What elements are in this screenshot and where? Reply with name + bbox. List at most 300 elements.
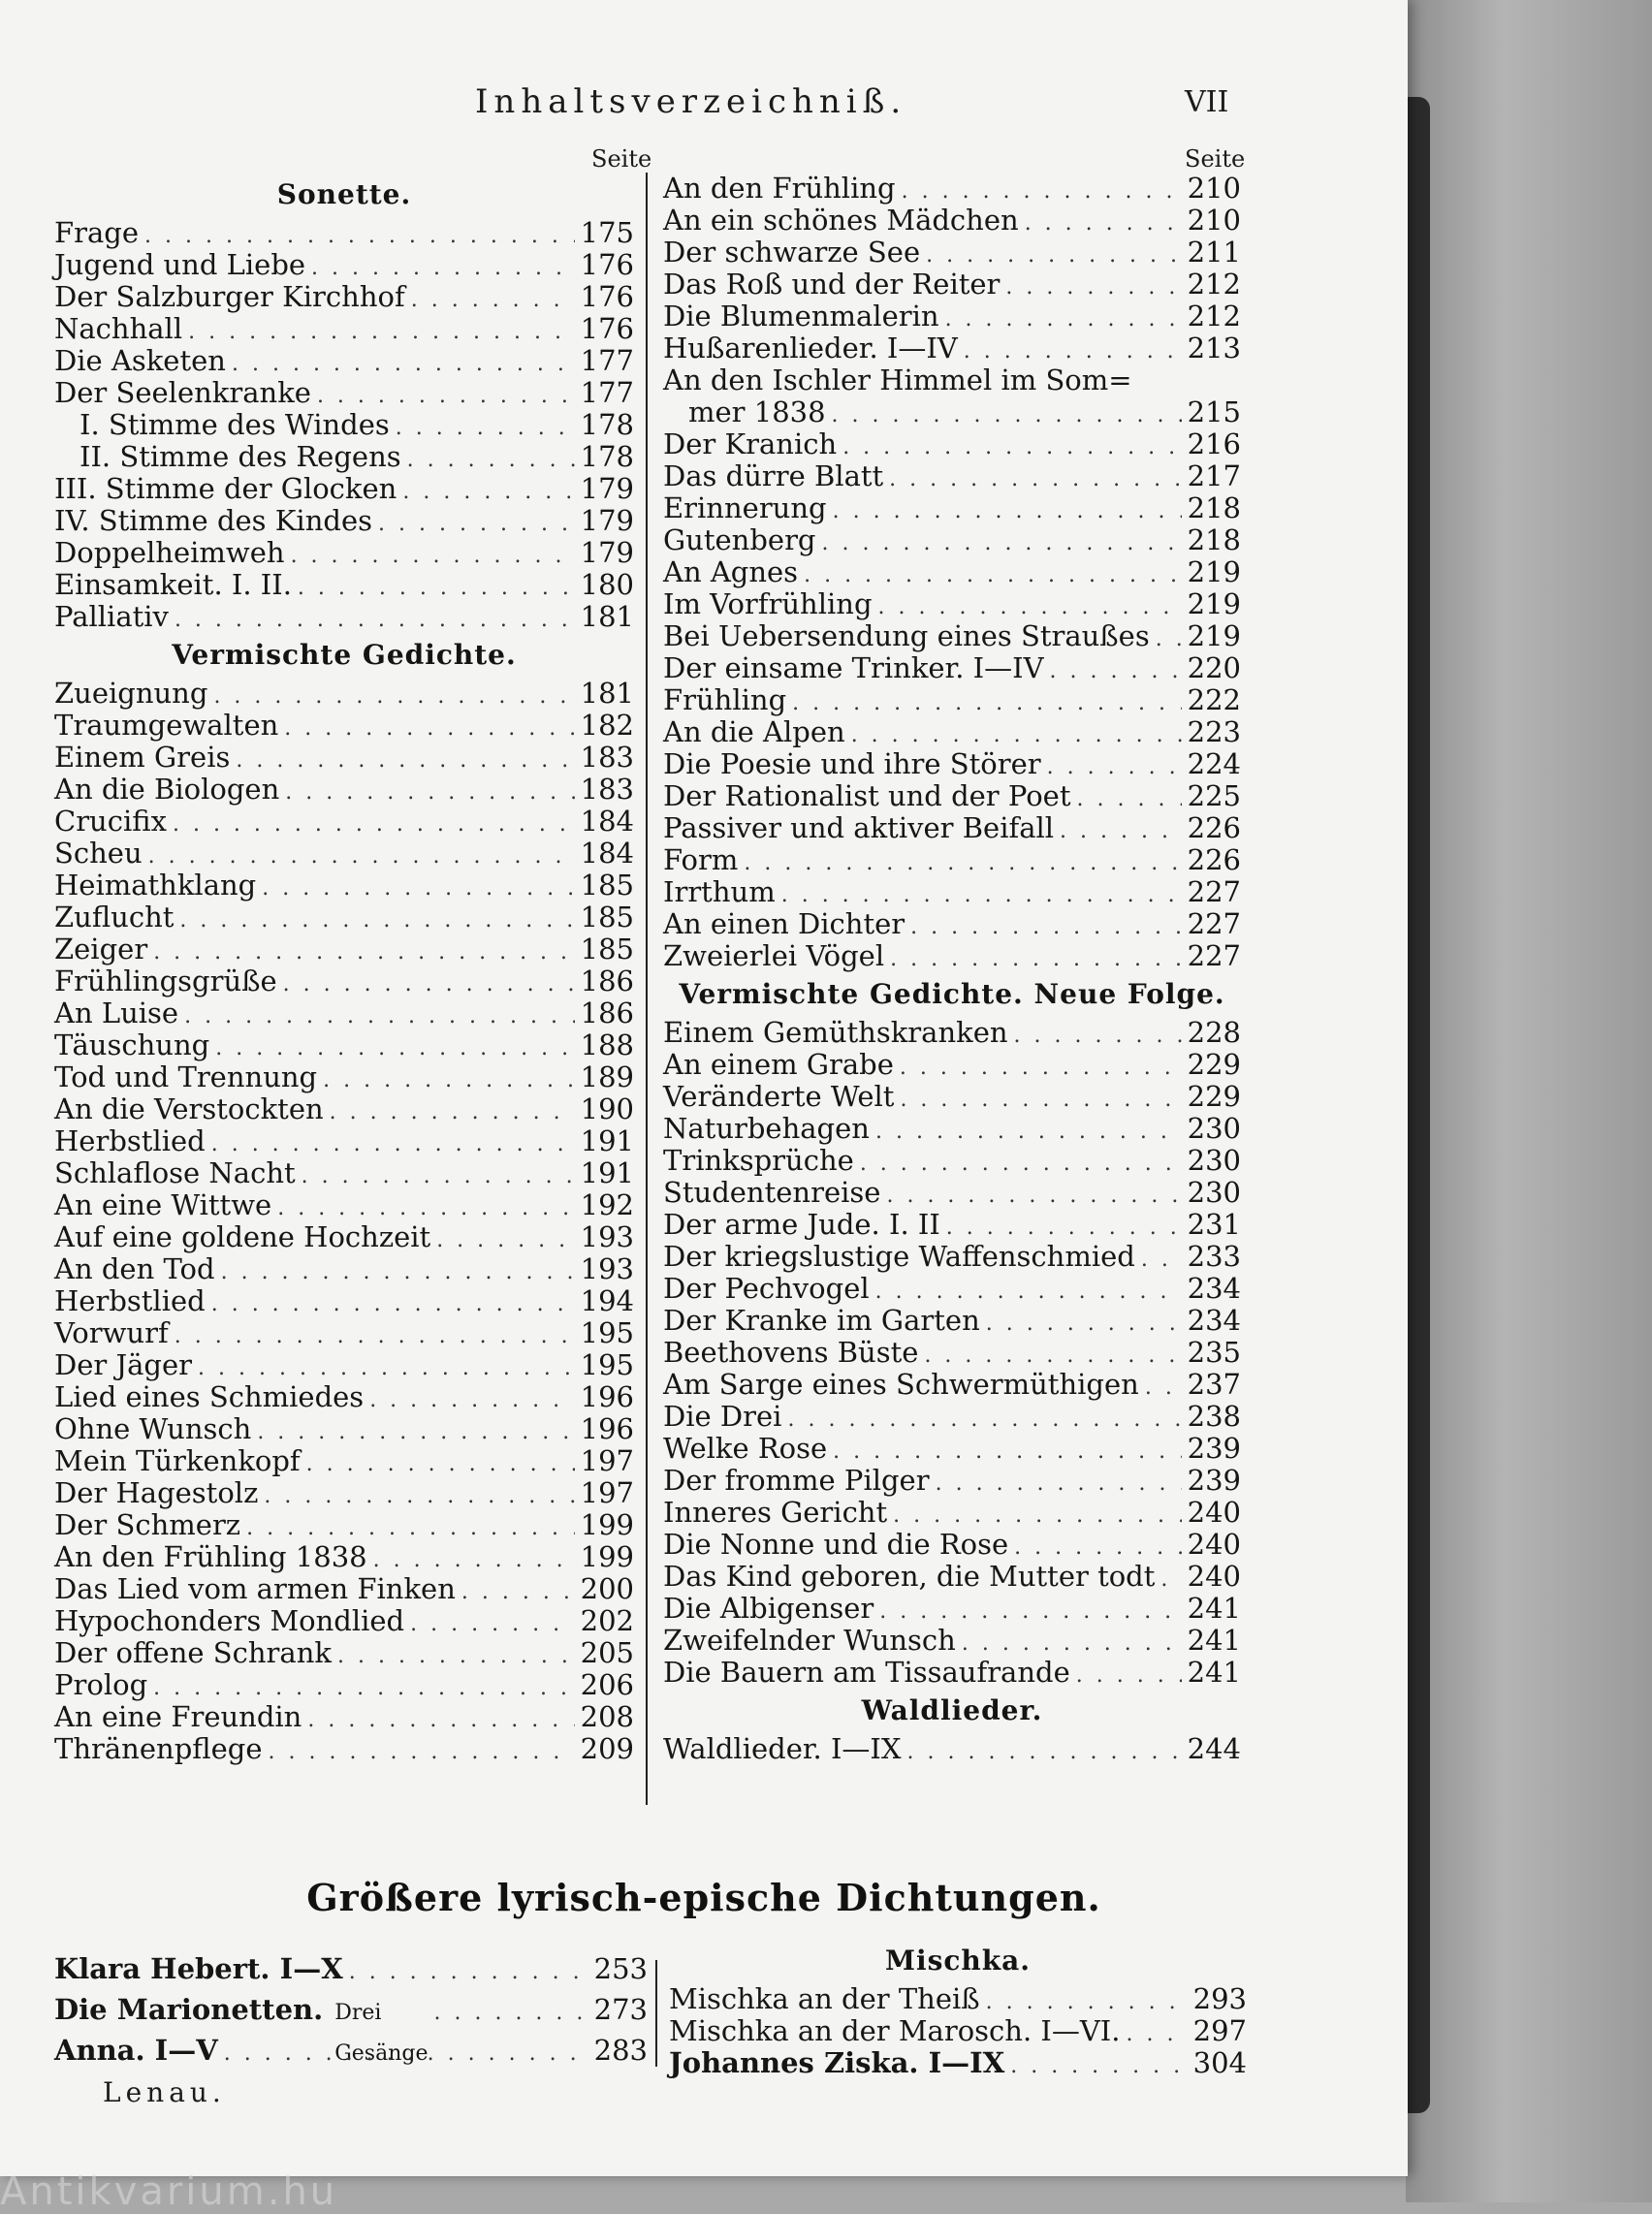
entry-page: 197 [580,1444,634,1477]
entry-title: Scheu [54,837,143,870]
entry-page: 197 [580,1476,634,1509]
entry-page: 199 [580,1540,634,1573]
dot-leader [1025,207,1182,239]
entry-page: 241 [1187,1592,1241,1625]
toc-entry [663,237,1241,269]
entry-title: Erinnerung [663,491,827,524]
entry-title: Heimathklang [54,869,257,901]
entry-page: 210 [1187,172,1241,205]
entry-subtitle: Drei Gesänge [334,2001,429,2066]
toc-entry [663,1337,1241,1369]
entry-title: II. Stimme des Regens [79,440,401,473]
entry-title: Täuschung [54,1028,210,1061]
entry-title: Tod und Trennung [54,1060,318,1093]
dot-leader [179,904,574,936]
entry-title: Gutenberg [663,523,816,556]
entry-page: 185 [580,869,634,901]
entry-title: Die Asketen [54,344,226,377]
toc-entry [663,428,1241,460]
entry-page: 304 [1192,2046,1247,2079]
entry-page: 193 [580,1252,634,1285]
dot-leader [175,1320,575,1352]
toc-entry [663,269,1241,300]
entry-page: 183 [580,773,634,806]
bottom-column-divider [655,1960,657,2067]
entry-page: 176 [580,312,634,345]
toc-entry [54,965,634,997]
toc-entry [663,1497,1241,1529]
dot-leader [211,1288,575,1320]
dot-leader [307,1704,574,1736]
entry-title: Vorwurf [54,1316,169,1349]
toc-entry [54,345,634,377]
entry-title: Der Pechvogel [663,1272,870,1305]
seite-label-left: Seite [591,145,652,173]
toc-entry [54,409,634,441]
entry-page: 179 [580,536,634,569]
dot-leader [875,1116,1182,1148]
entry-title: Frühlingsgrüße [54,965,277,997]
section-heading: Mischka. [884,1945,1032,1977]
entry-title: Mischka an der Theiß [669,1982,980,2015]
entry-title: Schlaflose Nacht [54,1156,296,1189]
dot-leader [890,943,1182,975]
entry-title: I. Stimme des Windes [79,408,390,441]
entry-page: 193 [580,1220,634,1253]
entry-title: Einem Greis [54,741,231,774]
entry-title: Welke Rose [663,1432,828,1465]
entry-page: 199 [580,1508,634,1541]
toc-entry [663,1657,1241,1689]
entry-page: 210 [1187,204,1241,237]
toc-entry [54,710,634,742]
entry-page: 226 [1187,843,1241,876]
toc-entry [54,1221,634,1253]
entry-page: 191 [580,1124,634,1157]
entry-page: 297 [1192,2014,1247,2047]
entry-page: 238 [1187,1400,1241,1433]
dot-leader [402,476,574,508]
dot-leader [792,687,1182,719]
section-heading: Vermischte Gedichte. [172,639,517,671]
entry-page: 219 [1187,555,1241,588]
dot-leader [842,431,1181,463]
entry-title: Der offene Schrank [54,1636,332,1669]
entry-title: Der Salzburger Kirchhof [54,280,405,313]
dot-leader [833,495,1182,527]
entry-title: Herbstlied [54,1284,206,1317]
toc-entry [54,1509,634,1541]
entry-page: 226 [1187,811,1241,844]
dot-leader [298,572,575,604]
dot-leader [302,1160,575,1192]
entry-page: 230 [1187,1144,1241,1177]
entry-page: 185 [580,901,634,933]
entry-page: 195 [580,1316,634,1349]
entry-page: 181 [580,677,634,710]
toc-entry [54,1605,634,1637]
entry-title: Die Marionetten. [54,1993,324,2026]
entry-title: Thränenpflege [54,1732,263,1765]
dot-leader [175,604,575,636]
entry-title: Mischka an der Marosch. I—VI. [669,2014,1121,2047]
toc-entry [54,1573,634,1605]
entry-title: Einem Gemüthskranken [663,1016,1008,1049]
entry-page: 230 [1187,1176,1241,1209]
dot-leader [236,744,574,776]
toc-entry [54,2030,648,2071]
entry-page: 244 [1187,1732,1241,1765]
entry-page: 191 [580,1156,634,1189]
entry-page: 219 [1187,587,1241,620]
entry-page: 234 [1187,1304,1241,1337]
entry-title: Die Poesie und ihre Störer [663,747,1041,780]
column-divider [646,173,648,1805]
dot-leader [1141,1244,1182,1276]
toc-entry [54,1445,634,1477]
toc-entry [54,1477,634,1509]
entry-title: Frage [54,216,139,249]
entry-page: 186 [580,996,634,1029]
entry-title: Frühling [663,683,787,716]
seite-label-right: Seite [1185,145,1246,173]
entry-page: 228 [1187,1016,1241,1049]
toc-entry [54,774,634,806]
entry-title: Am Sarge eines Schwermüthigen [663,1368,1139,1401]
toc-entry [663,748,1241,780]
toc-entry [663,1273,1241,1305]
entry-title: An Agnes [663,555,799,588]
dot-leader [1077,783,1182,815]
entry-page: 213 [1187,332,1241,364]
toc-entry [663,1529,1241,1561]
entry-page: 176 [580,248,634,281]
dot-leader [378,508,575,540]
toc-entry [54,1189,634,1221]
dot-leader [433,1993,588,2034]
dot-leader [330,1096,575,1128]
entry-page: 188 [580,1028,634,1061]
dot-leader [1060,815,1182,847]
toc-entry [663,1369,1241,1401]
entry-page: 200 [580,1572,634,1605]
section-heading: Sonette. [276,178,412,210]
dot-leader [889,463,1181,495]
toc-entry [663,716,1241,748]
dot-leader [1145,1372,1182,1404]
entry-page: 208 [580,1700,634,1733]
toc-entry [54,1317,634,1349]
entry-title: Jugend und Liebe [54,248,306,281]
entry-title: Zuflucht [54,901,175,933]
dot-leader [349,1952,588,1993]
dot-leader [1005,271,1181,303]
toc-entry [663,1561,1241,1593]
entry-page: 183 [580,741,634,774]
entry-page: 186 [580,965,634,997]
dot-leader [461,1576,575,1608]
entry-page: 194 [580,1284,634,1317]
dot-leader [1010,2050,1187,2082]
dot-leader [436,1224,574,1256]
entry-page: 180 [580,568,634,601]
toc-entry [54,1948,648,1989]
dot-leader [900,1052,1182,1084]
dot-leader [291,540,575,572]
section-heading: Waldlieder. [861,1694,1043,1726]
dot-leader [396,412,575,444]
entry-title: An die Biologen [54,773,280,806]
entry-page: 241 [1187,1656,1241,1689]
entry-page: 184 [580,837,634,870]
toc-entry [663,1049,1241,1081]
entry-page: 176 [580,280,634,313]
toc-entry [663,396,1241,428]
entry-page: 178 [580,408,634,441]
entry-title: Die Blumenmalerin [663,300,939,332]
entry-title: Waldlieder. I—IX [663,1732,902,1765]
entry-title: Trinksprüche [663,1144,854,1177]
entry-title: Prolog [54,1668,148,1701]
entry-title: An die Verstockten [54,1092,324,1125]
toc-entry [663,1401,1241,1433]
entry-page: 192 [580,1188,634,1221]
dot-leader [268,1736,574,1768]
toc-entry [54,742,634,774]
toc-entry [54,281,634,313]
dot-leader [1050,655,1182,687]
entry-page: 185 [580,933,634,965]
entry-title: An ein schönes Mädchen [663,204,1019,237]
entry-page: 178 [580,440,634,473]
background-surface [1406,0,1652,2202]
dot-leader [744,847,1181,879]
entry-title: Das Kind geboren, die Mutter todt [663,1560,1156,1593]
toc-entry [663,205,1241,237]
entry-title: An den Frühling 1838 [54,1540,367,1573]
toc-entry [663,524,1241,556]
section-heading-epic: Größere lyrisch-epische Dichtungen. [306,1876,1101,1919]
entry-page: 175 [580,216,634,249]
page-number: VII [1185,85,1229,119]
toc-entry [54,313,634,345]
entry-page: 212 [1187,300,1241,332]
entry-title: Herbstlied [54,1124,206,1157]
toc-entry [663,332,1241,364]
entry-title: An eine Wittwe [54,1188,272,1221]
toc-entry [663,1209,1241,1241]
toc-entry [663,460,1241,492]
toc-entry [663,364,1241,396]
dot-leader [221,1256,575,1288]
toc-entry [54,838,634,870]
entry-page: 217 [1187,459,1241,492]
toc-entry [54,1701,634,1733]
entry-title: Veränderte Welt [663,1080,895,1113]
toc-entry [54,1285,634,1317]
entry-page: 230 [1187,1112,1241,1145]
toc-entry [663,1305,1241,1337]
entry-page: 283 [593,2034,648,2067]
entry-title: Der einsame Trinker. I—IV [663,651,1044,684]
entry-title: Form [663,843,739,876]
entry-title: Der kriegslustige Waffenschmied [663,1240,1135,1273]
toc-entry [663,652,1241,684]
entry-title: Der Kranich [663,427,838,460]
entry-title: Lied eines Schmiedes [54,1380,365,1413]
entry-page: 179 [580,504,634,537]
toc-entry [663,1241,1241,1273]
entry-title: Hußarenlieder. I—IV [663,332,958,364]
dot-leader [407,444,575,476]
entry-page: 240 [1187,1528,1241,1561]
entry-title: Hypochonders Mondlied [54,1604,405,1637]
toc-entry [54,933,634,965]
toc-entry [663,1625,1241,1657]
toc-entry [54,217,634,249]
entry-page: 179 [580,472,634,505]
signature-mark: Lenau. [103,2076,226,2108]
toc-entry [663,1433,1241,1465]
entry-page: 216 [1187,427,1241,460]
dot-leader [337,1640,575,1672]
entry-page: 206 [580,1668,634,1701]
entry-page: 241 [1187,1624,1241,1657]
toc-entry [54,1733,634,1765]
entry-title: An einen Dichter [663,907,905,940]
entry-page: 219 [1187,619,1241,652]
entry-title: Zweifelnder Wunsch [663,1624,956,1657]
entry-page: 227 [1187,939,1241,972]
dot-leader [907,1736,1182,1768]
entry-page: 231 [1187,1208,1241,1241]
toc-entry [669,1983,1247,2015]
toc-entry [663,1081,1241,1113]
entry-page: 195 [580,1348,634,1381]
toc-entry [54,1253,634,1285]
entry-title: Der fromme Pilger [663,1464,930,1497]
entry-title: An den Frühling [663,172,896,205]
dot-leader [1076,1660,1182,1692]
entry-title: Der Jäger [54,1348,192,1381]
entry-title: mer 1838 [688,395,826,428]
toc-entry [54,1125,634,1157]
entry-page: 233 [1187,1240,1241,1273]
entry-title: Der Rationalist und der Poet [663,779,1071,812]
entry-title: Einsamkeit. I. II. [54,568,292,601]
toc-entry [663,1113,1241,1145]
dot-leader [1156,623,1182,655]
entry-page: 215 [1187,395,1241,428]
toc-entry [663,556,1241,588]
dot-leader [1160,1564,1181,1596]
toc-entry [54,1381,634,1413]
entry-title: Traumgewalten [54,709,279,742]
toc-bottom-left [54,1948,648,2071]
entry-title: Bei Uebersendung eines Straußes [663,619,1150,652]
running-head: Inhaltsverzeichniß. [475,82,907,121]
entry-page: 240 [1187,1560,1241,1593]
entry-page: 225 [1187,779,1241,812]
toc-entry [663,876,1241,908]
entry-title: Irrthum [663,875,776,908]
entry-title: Das Lied vom armen Finken [54,1572,456,1605]
entry-page: 234 [1187,1272,1241,1305]
toc-entry [54,1029,634,1061]
entry-page: 190 [580,1092,634,1125]
dot-leader [900,1084,1181,1116]
dot-leader [787,1404,1181,1436]
toc-entry [54,678,634,710]
dot-leader [184,1000,575,1032]
toc-entry [663,940,1241,972]
entry-page: 196 [580,1380,634,1413]
entry-page: 220 [1187,651,1241,684]
entry-title: An den Ischler Himmel im Som= [663,364,1132,396]
entry-page: 293 [1192,1982,1247,2015]
dot-leader [284,712,574,744]
entry-title: Anna. I—V [54,2034,218,2067]
entry-page: 253 [593,1952,648,1985]
entry-title: Der schwarze See [663,236,921,269]
entry-title: An eine Freundin [54,1700,302,1733]
entry-page: 212 [1187,268,1241,300]
entry-page: 239 [1187,1432,1241,1465]
toc-entry [54,870,634,901]
toc-entry [663,1145,1241,1177]
toc-entry [54,377,634,409]
entry-title: Der Schmerz [54,1508,241,1541]
dot-leader [257,1416,574,1448]
toc-entry [54,473,634,505]
toc-entry [54,537,634,569]
dot-leader [369,1384,574,1416]
entry-page: 182 [580,709,634,742]
toc-entry [54,997,634,1029]
entry-page: 229 [1187,1080,1241,1113]
entry-page: 240 [1187,1496,1241,1529]
dot-leader [264,1480,574,1512]
entry-title: Naturbehagen [663,1112,870,1145]
entry-page: 237 [1187,1368,1241,1401]
entry-title: Der Kranke im Garten [663,1304,980,1337]
toc-entry [54,249,634,281]
entry-title: IV. Stimme des Kindes [54,504,372,537]
entry-title: Auf eine goldene Hochzeit [54,1220,431,1253]
toc-bottom-right [669,1939,1247,2079]
entry-page: 177 [580,376,634,409]
entry-title: Die Drei [663,1400,782,1433]
entry-page: 227 [1187,907,1241,940]
entry-title: Passiver und aktiver Beifall [663,811,1055,844]
entry-page: 202 [580,1604,634,1637]
dot-leader [285,776,574,808]
entry-title: III. Stimme der Glocken [54,472,397,505]
entry-title: An einem Grabe [663,1048,894,1081]
entry-title: An die Alpen [663,715,845,748]
dot-leader [224,2034,588,2074]
toc-entry [663,492,1241,524]
toc-entry [54,806,634,838]
toc-entry [663,908,1241,940]
toc-entry [54,1669,634,1701]
toc-entry [663,588,1241,620]
entry-title: Zueignung [54,677,208,710]
toc-entry [54,1413,634,1445]
entry-page: 235 [1187,1336,1241,1369]
entry-page: 273 [593,1993,648,2026]
toc-entry [663,844,1241,876]
